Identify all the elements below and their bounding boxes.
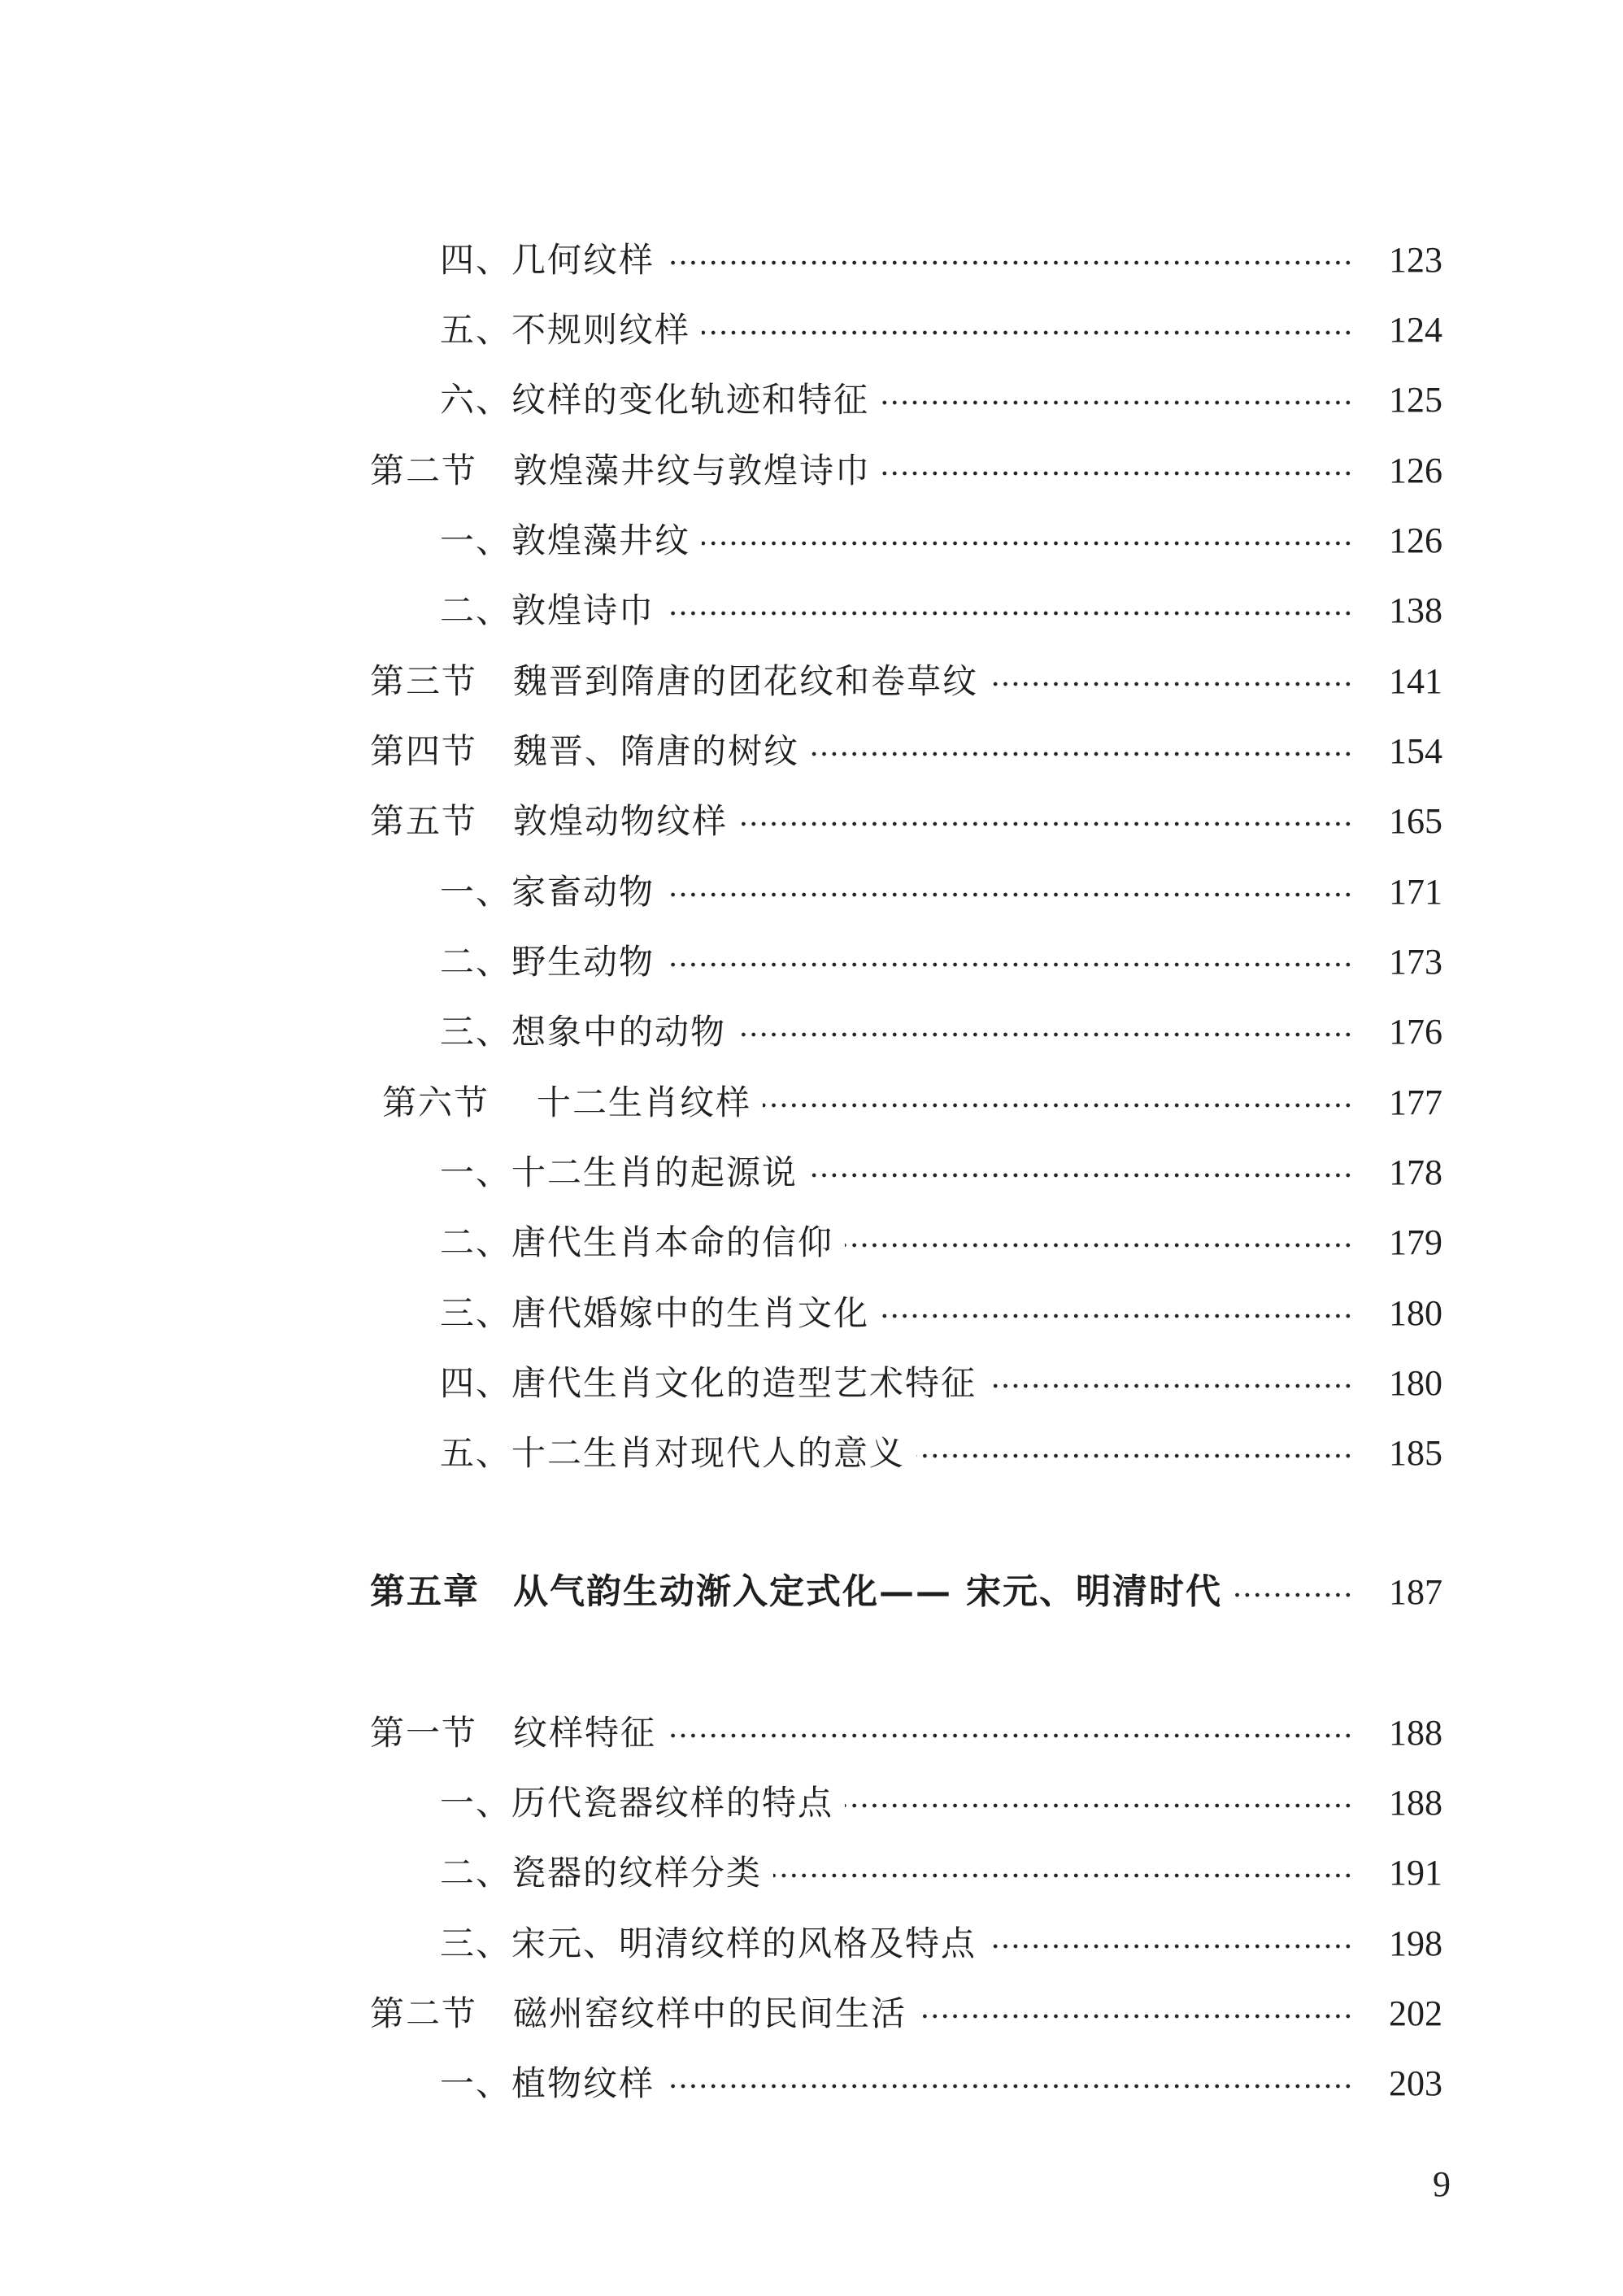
dot-leader: [666, 961, 1353, 969]
dot-leader: [918, 2012, 1353, 2020]
dot-leader: [811, 750, 1353, 758]
section-title: 魏晋、隋唐的树纹: [513, 731, 800, 771]
section-title: 敦煌藻井纹与敦煌诗巾: [513, 451, 872, 490]
dot-leader: [990, 680, 1353, 688]
dot-leader: [988, 1382, 1353, 1390]
toc-entry-title: 四、几何纹样: [440, 240, 655, 280]
toc-section[interactable]: [0, 647, 1623, 717]
toc-entry[interactable]: [0, 1138, 1623, 1208]
dot-leader: [988, 1942, 1353, 1950]
dot-leader: [845, 1802, 1353, 1810]
dot-leader: [666, 2082, 1353, 2090]
toc-entry-title: 一、家畜动物: [440, 872, 655, 912]
toc-entry-page: 180: [1389, 1293, 1442, 1333]
toc-entry-title: 五、十二生肖对现代人的意义: [440, 1433, 906, 1473]
toc-entry-page: 126: [1389, 451, 1442, 490]
dot-leader: [809, 1171, 1353, 1179]
toc-entry[interactable]: [0, 506, 1623, 576]
dot-leader: [738, 1030, 1353, 1039]
toc-entry[interactable]: [0, 1768, 1623, 1838]
toc-section[interactable]: [0, 786, 1623, 856]
section-title: 敦煌动物纹样: [513, 801, 729, 841]
chapter-number: 第五章: [370, 1571, 480, 1613]
toc-section[interactable]: [0, 1979, 1623, 2049]
section-number: 第二节: [370, 1993, 478, 2033]
toc-entry[interactable]: [0, 1348, 1623, 1418]
toc-entry-page: 188: [1389, 1713, 1442, 1753]
toc-entry[interactable]: [0, 1208, 1623, 1278]
toc-entry-title: 三、宋元、明清纹样的风格及特点: [440, 1923, 977, 1963]
toc-entry-page: 124: [1389, 310, 1442, 350]
toc-section[interactable]: [0, 717, 1623, 786]
chapter-title: 从气韵生动渐入定式化—— 宋元、明清时代: [513, 1571, 1222, 1613]
toc-entry-title: 五、不规则纹样: [440, 310, 691, 350]
toc-entry-page: 171: [1389, 872, 1442, 912]
toc-entry-title: 二、野生动物: [440, 942, 655, 982]
toc-entry-page: 191: [1389, 1853, 1442, 1893]
dot-leader: [1234, 1591, 1353, 1599]
toc-entry[interactable]: [0, 1279, 1623, 1348]
toc-entry-title: 四、唐代生肖文化的造型艺术特征: [440, 1363, 977, 1403]
toc-entry-title: 二、唐代生肖本命的信仰: [440, 1222, 834, 1262]
section-number: 第二节: [370, 451, 478, 490]
section-title: 魏晋到隋唐的团花纹和卷草纹: [513, 661, 979, 701]
dot-leader: [773, 1871, 1353, 1880]
toc-entry[interactable]: [0, 576, 1623, 646]
page-number: 9: [1433, 2164, 1451, 2204]
dot-leader: [739, 820, 1353, 828]
dot-leader: [666, 259, 1353, 267]
toc-entry[interactable]: [0, 2049, 1623, 2119]
toc-entry[interactable]: [0, 225, 1623, 295]
dot-leader: [666, 609, 1353, 617]
toc-chapter[interactable]: [0, 1558, 1623, 1627]
toc-entry-title: 二、瓷器的纹样分类: [440, 1853, 763, 1893]
toc-entry-title: 一、历代瓷器纹样的特点: [440, 1783, 834, 1823]
toc-entry[interactable]: [0, 1418, 1623, 1488]
section-number: 第一节: [370, 1713, 478, 1753]
dot-leader: [668, 1732, 1353, 1740]
section-number: 第五节: [370, 801, 478, 841]
toc-entry-page: 202: [1389, 1993, 1442, 2033]
toc-entry-page: 180: [1389, 1363, 1442, 1403]
toc-entry-page: 138: [1389, 590, 1442, 630]
toc-section[interactable]: [0, 1698, 1623, 1768]
toc-entry-page: 188: [1389, 1783, 1442, 1823]
dot-leader: [916, 1452, 1353, 1460]
toc-entry-page: 178: [1389, 1152, 1442, 1192]
toc-entry-title: 三、想象中的动物: [440, 1012, 727, 1052]
toc-entry[interactable]: [0, 365, 1623, 435]
section-title: 十二生肖纹样: [537, 1083, 752, 1122]
dot-leader: [881, 1312, 1353, 1320]
toc-entry-page: 154: [1389, 731, 1442, 771]
toc-entry-page: 123: [1389, 240, 1442, 280]
toc-entry[interactable]: [0, 295, 1623, 365]
toc-entry-title: 一、十二生肖的起源说: [440, 1152, 798, 1192]
toc-entry[interactable]: [0, 997, 1623, 1067]
toc-entry-title: 一、植物纹样: [440, 2063, 655, 2103]
toc-entry-page: 173: [1389, 942, 1442, 982]
toc-entry-page: 165: [1389, 801, 1442, 841]
section-number: 第四节: [370, 731, 478, 771]
dot-leader: [702, 539, 1353, 547]
dot-leader: [666, 891, 1353, 899]
toc-entry-page: 177: [1389, 1083, 1442, 1122]
toc-entry[interactable]: [0, 857, 1623, 927]
toc-entry-title: 一、敦煌藻井纹: [440, 521, 691, 560]
toc-entry[interactable]: [0, 1838, 1623, 1908]
section-number: 第三节: [370, 661, 478, 701]
dot-leader: [763, 1101, 1353, 1109]
toc-entry[interactable]: [0, 1909, 1623, 1979]
toc-entry-page: 203: [1389, 2063, 1442, 2103]
toc-entry-page: 141: [1389, 661, 1442, 701]
section-title: 纹样特征: [513, 1713, 657, 1753]
toc-entry[interactable]: [0, 927, 1623, 997]
toc-entry-page: 176: [1389, 1012, 1442, 1052]
toc-entry-title: 二、敦煌诗巾: [440, 590, 655, 630]
toc-entry-page: 179: [1389, 1222, 1442, 1262]
toc-entry-title: 六、纹样的变化轨迹和特征: [440, 380, 870, 420]
dot-leader: [702, 329, 1353, 337]
toc-entry-page: 125: [1389, 380, 1442, 420]
dot-leader: [882, 469, 1353, 477]
toc-entry-page: 198: [1389, 1923, 1442, 1963]
dot-leader: [845, 1241, 1353, 1249]
toc-entry-title: 三、唐代婚嫁中的生肖文化: [440, 1293, 870, 1333]
toc-entry-page: 126: [1389, 521, 1442, 560]
toc-section[interactable]: [0, 436, 1623, 506]
section-title: 磁州窑纹样中的民间生活: [513, 1993, 907, 2033]
section-number: 第六节: [382, 1083, 490, 1122]
toc-section[interactable]: [0, 1068, 1623, 1138]
dot-leader: [881, 399, 1353, 407]
toc-entry-page: 187: [1389, 1572, 1442, 1612]
toc-entry-page: 185: [1389, 1433, 1442, 1473]
